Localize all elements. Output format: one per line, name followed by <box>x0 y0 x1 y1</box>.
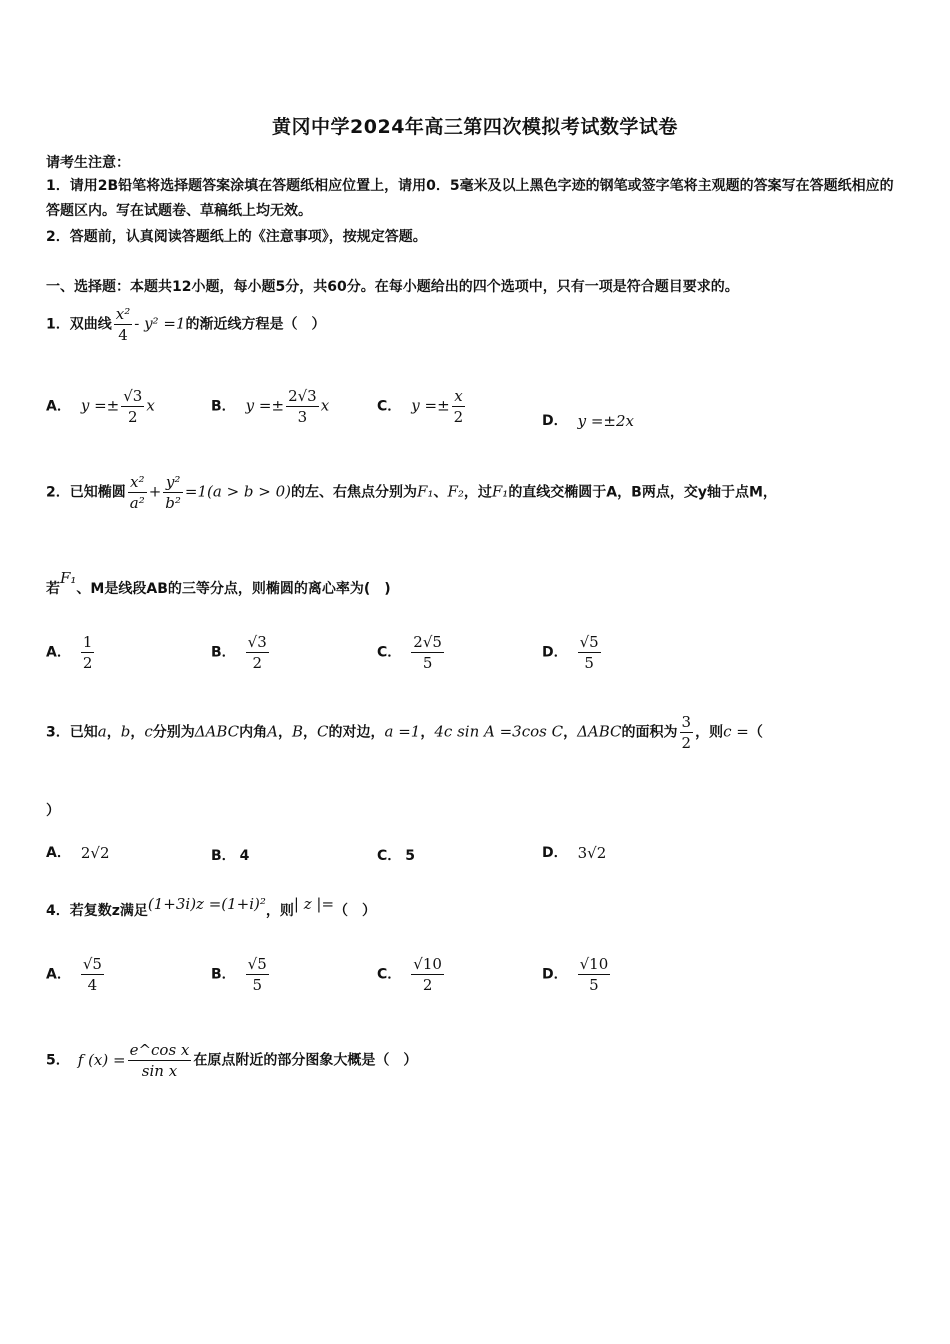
q2-frac1-den: a² <box>129 494 145 512</box>
q1-frac-num: x² <box>115 305 131 323</box>
q3-option-d[interactable] <box>542 842 606 862</box>
q3-var-a: a <box>97 722 107 741</box>
q2-frac2-num: y² <box>163 472 183 493</box>
q1-option-a[interactable] <box>46 386 155 427</box>
q3-cond-2: 4c sin A =3cos C <box>434 722 564 741</box>
q2-text-1: 的左、右焦点分别为 <box>291 484 418 501</box>
q4-option-c[interactable] <box>377 954 446 995</box>
option-num: √5 <box>579 633 599 651</box>
option-den: 2 <box>252 654 262 672</box>
q3-option-a[interactable] <box>46 842 110 862</box>
option-num: 1 <box>82 633 93 651</box>
q2-option-b[interactable] <box>211 632 271 673</box>
q3-comma: ， <box>130 724 145 741</box>
option-den: 2 <box>82 654 93 672</box>
q2-line2-pre: 若 <box>46 581 60 597</box>
q3-ask: c = <box>723 722 749 741</box>
q3-comma: ， <box>420 724 435 741</box>
option-den: 5 <box>422 654 433 672</box>
q3-open-paren: （ <box>748 724 763 741</box>
q3-angle-c: C <box>317 722 329 741</box>
q3-comma: ， <box>278 724 293 741</box>
q3-angle-b: B <box>292 722 304 741</box>
notice-heading: 请考生注意： <box>46 155 130 171</box>
q2-option-a[interactable] <box>46 632 96 673</box>
option-label: B． <box>211 848 236 864</box>
option-num: √3 <box>247 633 267 651</box>
option-expr: 4 <box>239 848 250 864</box>
option-label: D． <box>542 644 568 661</box>
q2-option-d[interactable] <box>542 632 603 673</box>
option-den: 5 <box>584 654 594 672</box>
q3-comma: ， <box>563 724 578 741</box>
question-2-stem <box>46 472 777 513</box>
q2-f1: F₁ <box>417 482 434 501</box>
q3-area-den: 2 <box>681 734 692 752</box>
q3-text-1: 分别为 <box>152 724 195 741</box>
option-label: A． <box>46 398 71 415</box>
q2-sep: 、 <box>433 484 448 501</box>
option-num: √10 <box>579 955 609 973</box>
option-label: C． <box>377 848 402 864</box>
q3-triangle-2: ΔABC <box>577 722 622 741</box>
q4-option-b[interactable] <box>211 954 271 995</box>
option-label: D． <box>542 845 568 861</box>
option-prefix: y =± <box>411 396 450 415</box>
option-num: 2√3 <box>288 387 317 405</box>
q3-option-b[interactable] <box>211 845 249 865</box>
option-label: C． <box>377 966 402 983</box>
option-den: 2 <box>453 408 464 426</box>
option-label: C． <box>377 398 402 415</box>
option-label: A． <box>46 966 71 983</box>
section-heading: 一、选择题：本题共12小题，每小题5分，共60分。在每小题给出的四个选项中，只有一项是符合题目要求的。 <box>46 279 739 295</box>
question-1-stem <box>46 304 325 345</box>
q3-comma: ， <box>303 724 318 741</box>
q2-option-c[interactable] <box>377 632 446 673</box>
q2-frac2-den: b² <box>165 494 181 512</box>
option-num: √3 <box>123 387 143 405</box>
option-den: 2 <box>422 976 433 994</box>
option-suffix: x <box>320 396 330 415</box>
q4-option-d[interactable] <box>542 954 612 995</box>
option-prefix: y =± <box>245 396 285 415</box>
question-2-line-2 <box>46 569 391 598</box>
q3-angle-a: A <box>267 722 279 741</box>
q3-comma: ， <box>106 724 121 741</box>
q3-var-b: b <box>120 722 131 741</box>
q3-area-num: 3 <box>681 713 692 731</box>
q2-text-3: 的直线交椭圆于A，B两点，交y轴于点M， <box>508 484 777 501</box>
option-label: C． <box>377 644 402 661</box>
q4-ask: | z |= <box>293 895 335 913</box>
q4-text-1: ，则 <box>265 903 294 919</box>
notice-item-1: 1．请用2B铅笔将选择题答案涂填在答题纸相应位置上，请用0．5毫米及以上黑色字迹的钢笔或签字笔将主观题的答案写在答题纸相应的答题区内。写在试题卷、草稿纸上均无效。 <box>46 178 894 219</box>
option-den: 4 <box>87 976 98 994</box>
option-expr: 2√2 <box>80 844 110 862</box>
q2-line2-post: 、M是线段AB的三等分点，则椭圆的离心率为( ) <box>76 581 391 597</box>
option-den: 5 <box>589 976 599 994</box>
option-den: 3 <box>297 408 308 426</box>
option-label: A． <box>46 644 71 661</box>
q1-option-c[interactable] <box>377 386 467 427</box>
option-label: B． <box>211 644 236 661</box>
q2-plus: + <box>148 482 162 501</box>
option-label: B． <box>211 966 236 983</box>
option-expr: 5 <box>405 848 416 864</box>
option-label: A． <box>46 845 71 861</box>
option-num: √5 <box>82 955 102 973</box>
q2-f2: F₂ <box>447 482 464 501</box>
q4-number: 4．若复数z满足 <box>46 903 148 919</box>
q4-text-2: （ ） <box>334 903 377 919</box>
option-den: 5 <box>252 976 262 994</box>
q2-condition: =1(a > b > 0) <box>184 482 292 501</box>
q2-text-2: ，过 <box>463 484 492 501</box>
q4-equation: (1+3i)z =(1+i)² <box>147 895 266 913</box>
q4-option-a[interactable] <box>46 954 106 995</box>
q3-text-2: 内角 <box>239 724 268 741</box>
question-5-stem <box>46 1040 417 1081</box>
q3-number: 3．已知 <box>46 724 98 741</box>
q1-option-d[interactable] <box>542 410 634 430</box>
q5-lhs: f (x) = <box>77 1050 126 1069</box>
q5-frac-num: e^cos x <box>129 1041 190 1059</box>
q1-stem-rest: 的渐近线方程是（ ） <box>185 316 326 333</box>
option-label: D． <box>542 966 568 983</box>
q5-number: 5． <box>46 1052 70 1069</box>
q1-number: 1．双曲线 <box>46 316 112 333</box>
q2-frac1-num: x² <box>128 472 147 493</box>
q1-frac-den: 4 <box>118 326 128 344</box>
q2-number: 2．已知椭圆 <box>46 484 126 501</box>
q3-option-c[interactable] <box>377 845 415 865</box>
q1-fraction <box>114 304 132 345</box>
option-suffix: x <box>146 396 155 415</box>
q5-stem-rest: 在原点附近的部分图象大概是（ ） <box>193 1052 418 1069</box>
option-num: x <box>452 386 466 407</box>
notice-item-2: 2．答题前，认真阅读答题纸上的《注意事项》，按规定答题。 <box>46 229 427 245</box>
option-num: 2√5 <box>413 633 442 651</box>
q3-triangle: ΔABC <box>194 722 240 741</box>
q3-text-4: 的面积为 <box>621 724 678 741</box>
option-expr: y =±2x <box>577 412 635 430</box>
option-label: D． <box>542 413 568 429</box>
q3-text-3: 的对边， <box>328 724 385 741</box>
option-expr: 3√2 <box>577 844 607 862</box>
q1-formula-rest: - y² =1 <box>134 314 186 333</box>
page-title: 黄冈中学2024年高三第四次模拟考试数学试卷 <box>272 116 678 138</box>
q2-f1-again: F₁ <box>491 482 509 501</box>
q1-option-b[interactable] <box>211 386 329 427</box>
question-3-stem <box>46 712 763 753</box>
option-prefix: y =± <box>80 396 120 415</box>
option-num: √10 <box>413 955 442 973</box>
q5-frac-den: sin x <box>141 1062 178 1080</box>
q3-var-c: c <box>144 722 153 741</box>
option-num: √5 <box>247 955 267 973</box>
q2-line2-f1: F₁ <box>60 569 77 587</box>
option-label: B． <box>211 398 236 415</box>
q3-text-5: ，则 <box>695 724 724 741</box>
question-4-stem <box>46 895 377 920</box>
q3-close-paren: ） <box>46 803 60 819</box>
option-den: 2 <box>128 408 138 426</box>
q3-cond-1: a =1 <box>384 722 421 741</box>
